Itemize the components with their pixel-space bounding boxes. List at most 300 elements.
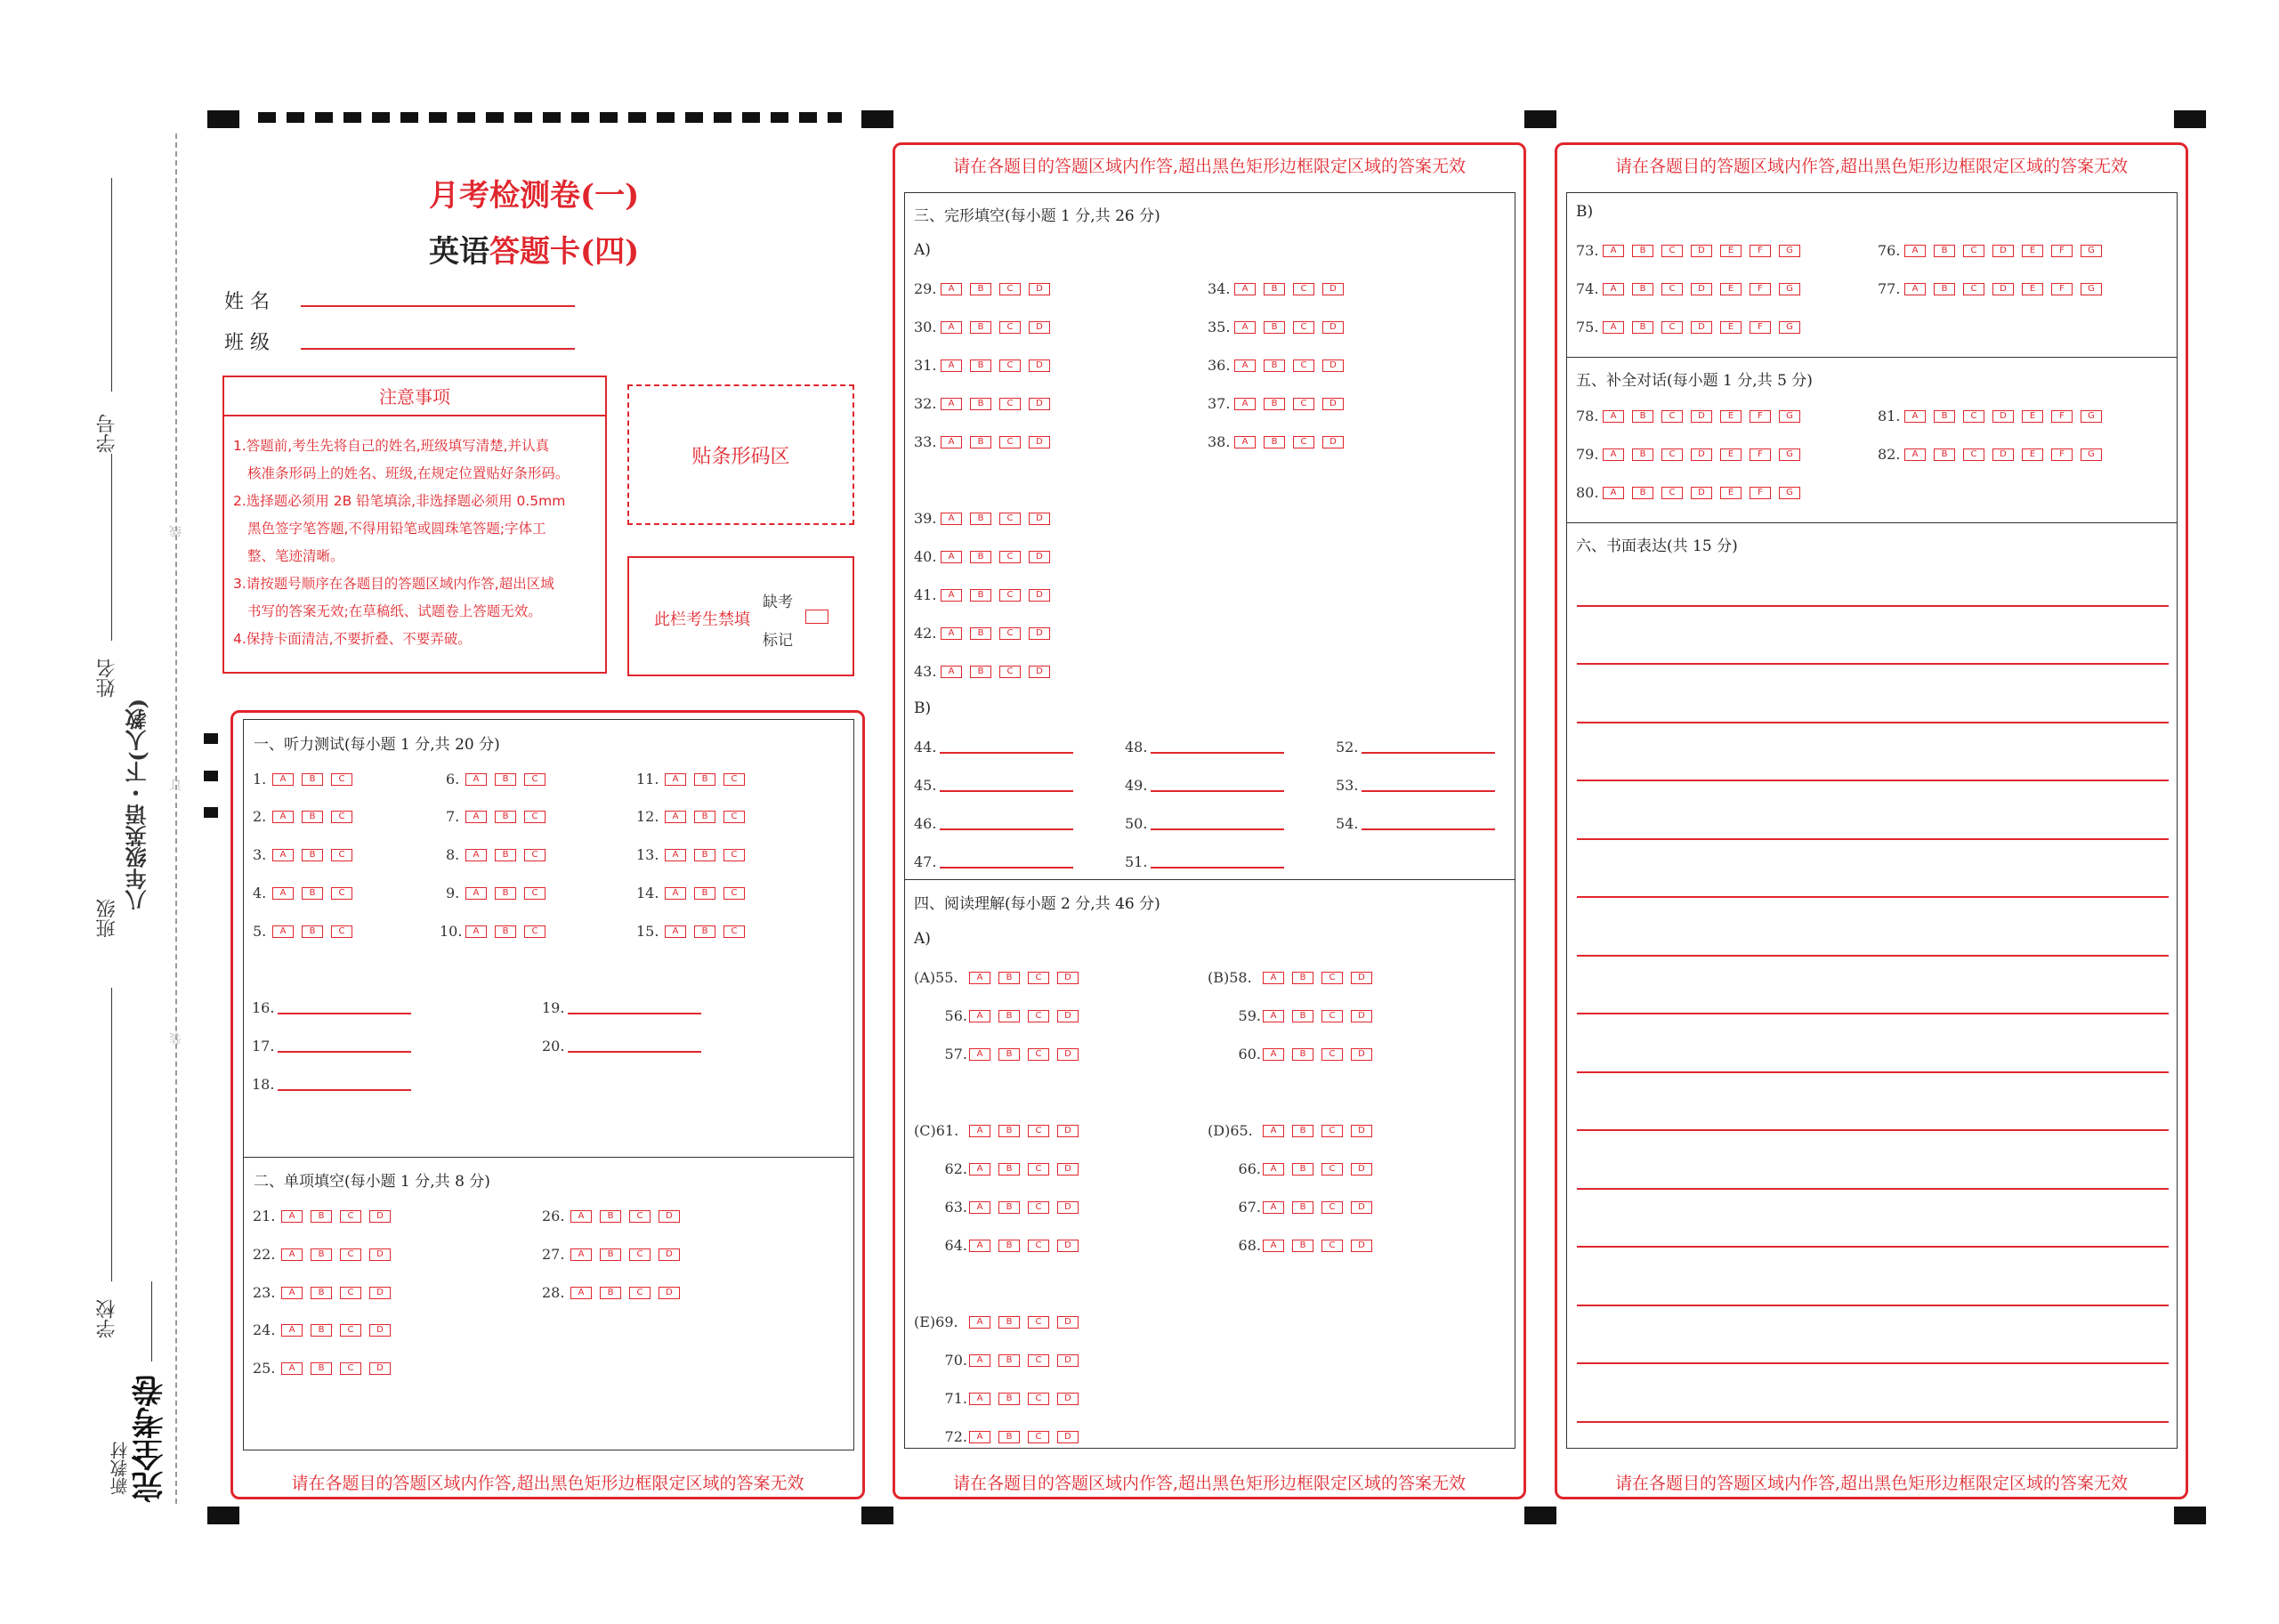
option-c[interactable]: C: [524, 887, 546, 900]
option-a[interactable]: A: [1904, 410, 1926, 423]
option-g[interactable]: G: [1779, 283, 1800, 295]
option-a[interactable]: A: [1263, 1201, 1284, 1214]
option-a[interactable]: A: [1603, 283, 1624, 295]
option-c[interactable]: C: [340, 1210, 361, 1223]
option-c[interactable]: C: [1321, 1163, 1343, 1176]
option-c[interactable]: C: [524, 773, 546, 786]
option-b[interactable]: B: [1292, 1010, 1313, 1022]
option-b[interactable]: B: [998, 1431, 1020, 1443]
option-b[interactable]: B: [302, 925, 323, 938]
option-c[interactable]: C: [999, 360, 1021, 372]
answer-blank[interactable]: [940, 856, 1073, 869]
option-b[interactable]: B: [1292, 1163, 1313, 1176]
option-a[interactable]: A: [281, 1210, 303, 1223]
option-e[interactable]: E: [2022, 448, 2043, 461]
option-d[interactable]: D: [1057, 1354, 1079, 1367]
option-b[interactable]: B: [1934, 245, 1955, 257]
option-c[interactable]: C: [340, 1362, 361, 1375]
option-b[interactable]: B: [970, 666, 991, 678]
option-b[interactable]: B: [970, 551, 991, 563]
option-c[interactable]: C: [1321, 1010, 1343, 1022]
option-b[interactable]: B: [970, 627, 991, 640]
option-f[interactable]: F: [2051, 245, 2073, 257]
option-d[interactable]: D: [369, 1362, 391, 1375]
option-a[interactable]: A: [1603, 448, 1624, 461]
option-c[interactable]: C: [331, 849, 352, 861]
option-c[interactable]: C: [1293, 436, 1314, 448]
option-b[interactable]: B: [694, 849, 715, 861]
class-line[interactable]: [301, 348, 575, 350]
option-b[interactable]: B: [1934, 283, 1955, 295]
option-a[interactable]: A: [272, 811, 294, 823]
option-b[interactable]: B: [694, 925, 715, 938]
option-f[interactable]: F: [1750, 410, 1771, 423]
option-f[interactable]: F: [1750, 487, 1771, 499]
option-b[interactable]: B: [970, 321, 991, 334]
option-a[interactable]: A: [272, 887, 294, 900]
option-a[interactable]: A: [969, 972, 990, 984]
option-d[interactable]: D: [1029, 398, 1050, 410]
option-e[interactable]: E: [2022, 410, 2043, 423]
option-a[interactable]: A: [272, 925, 294, 938]
option-b[interactable]: B: [495, 811, 516, 823]
option-c[interactable]: C: [331, 773, 352, 786]
option-b[interactable]: B: [998, 1048, 1020, 1061]
blank-row: [542, 1038, 701, 1054]
option-d[interactable]: D: [1992, 448, 2014, 461]
option-c[interactable]: C: [1028, 1163, 1049, 1176]
option-c[interactable]: C: [1293, 360, 1314, 372]
answer-blank[interactable]: [940, 780, 1073, 792]
option-a[interactable]: A: [1603, 410, 1624, 423]
option-e[interactable]: E: [1720, 448, 1742, 461]
option-d[interactable]: D: [1057, 1431, 1079, 1443]
option-a[interactable]: A: [941, 627, 962, 640]
option-b[interactable]: B: [694, 773, 715, 786]
option-c[interactable]: C: [524, 811, 546, 823]
option-c[interactable]: C: [331, 811, 352, 823]
option-a[interactable]: A: [1263, 1240, 1284, 1252]
option-c[interactable]: C: [331, 887, 352, 900]
option-c[interactable]: C: [1293, 283, 1314, 295]
option-c[interactable]: C: [1661, 448, 1683, 461]
option-d[interactable]: D: [1029, 551, 1050, 563]
option-f[interactable]: F: [2051, 410, 2073, 423]
option-b[interactable]: B: [311, 1362, 332, 1375]
option-a[interactable]: A: [1263, 1048, 1284, 1061]
option-a[interactable]: A: [1263, 1125, 1284, 1137]
option-c[interactable]: C: [1321, 1201, 1343, 1214]
answer-blank[interactable]: [1151, 856, 1284, 869]
option-d[interactable]: D: [1322, 436, 1344, 448]
option-a[interactable]: A: [969, 1048, 990, 1061]
option-a[interactable]: A: [969, 1163, 990, 1176]
option-a[interactable]: A: [272, 849, 294, 861]
option-b[interactable]: B: [302, 849, 323, 861]
option-a[interactable]: A: [969, 1316, 990, 1329]
option-d[interactable]: D: [369, 1248, 391, 1261]
option-d[interactable]: D: [369, 1210, 391, 1223]
answer-blank[interactable]: [568, 1002, 701, 1014]
option-d[interactable]: D: [1057, 1010, 1079, 1022]
option-b[interactable]: B: [1632, 283, 1653, 295]
option-c[interactable]: C: [1293, 321, 1314, 334]
option-d[interactable]: D: [1029, 321, 1050, 334]
option-e[interactable]: E: [1720, 321, 1742, 334]
option-d[interactable]: D: [1029, 589, 1050, 602]
option-b[interactable]: B: [1934, 448, 1955, 461]
option-b[interactable]: B: [1292, 1125, 1313, 1137]
option-a[interactable]: A: [281, 1362, 303, 1375]
option-c[interactable]: C: [999, 283, 1021, 295]
option-c[interactable]: C: [340, 1248, 361, 1261]
option-c[interactable]: C: [629, 1210, 651, 1223]
option-d[interactable]: D: [1691, 448, 1712, 461]
question-row: [914, 663, 1058, 680]
option-g[interactable]: G: [2081, 245, 2102, 257]
option-c[interactable]: C: [999, 627, 1021, 640]
option-a[interactable]: A: [941, 666, 962, 678]
option-a[interactable]: A: [281, 1287, 303, 1299]
option-b[interactable]: B: [998, 1240, 1020, 1252]
option-a[interactable]: A: [665, 887, 686, 900]
option-g[interactable]: G: [1779, 487, 1800, 499]
option-c[interactable]: C: [1028, 1316, 1049, 1329]
option-a[interactable]: A: [969, 1393, 990, 1405]
option-f[interactable]: F: [1750, 448, 1771, 461]
option-a[interactable]: A: [570, 1210, 592, 1223]
option-a[interactable]: A: [941, 283, 962, 295]
option-a[interactable]: A: [941, 321, 962, 334]
option-b[interactable]: B: [998, 1393, 1020, 1405]
option-g[interactable]: G: [2081, 410, 2102, 423]
option-c[interactable]: C: [1321, 1125, 1343, 1137]
option-c[interactable]: C: [1028, 1125, 1049, 1137]
option-a[interactable]: A: [969, 1354, 990, 1367]
option-d[interactable]: D: [1351, 972, 1372, 984]
option-b[interactable]: B: [600, 1248, 621, 1261]
answer-blank[interactable]: [940, 741, 1073, 754]
option-g[interactable]: G: [1779, 245, 1800, 257]
answer-blank[interactable]: [1151, 741, 1284, 754]
option-b[interactable]: B: [998, 1163, 1020, 1176]
option-b[interactable]: B: [998, 972, 1020, 984]
answer-blank[interactable]: [568, 1040, 701, 1053]
option-a[interactable]: A: [665, 849, 686, 861]
option-c[interactable]: C: [723, 849, 745, 861]
option-b[interactable]: B: [1264, 360, 1285, 372]
option-b[interactable]: B: [1934, 410, 1955, 423]
option-a[interactable]: A: [465, 887, 487, 900]
option-c[interactable]: C: [1028, 1201, 1049, 1214]
answer-blank[interactable]: [940, 818, 1073, 830]
option-d[interactable]: D: [369, 1287, 391, 1299]
option-a[interactable]: A: [281, 1324, 303, 1337]
option-c[interactable]: C: [340, 1324, 361, 1337]
option-c[interactable]: C: [723, 811, 745, 823]
option-a[interactable]: A: [1234, 360, 1256, 372]
option-b[interactable]: B: [311, 1210, 332, 1223]
option-b[interactable]: B: [311, 1324, 332, 1337]
option-a[interactable]: A: [1234, 321, 1256, 334]
option-f[interactable]: F: [1750, 245, 1771, 257]
option-d[interactable]: D: [1351, 1201, 1372, 1214]
option-a[interactable]: A: [941, 436, 962, 448]
option-d[interactable]: D: [1057, 1048, 1079, 1061]
option-d[interactable]: D: [1691, 245, 1712, 257]
option-c[interactable]: C: [723, 773, 745, 786]
option-d[interactable]: D: [1029, 283, 1050, 295]
option-c[interactable]: C: [1963, 448, 1984, 461]
option-c[interactable]: C: [1028, 1431, 1049, 1443]
option-b[interactable]: B: [694, 811, 715, 823]
option-c[interactable]: C: [1963, 410, 1984, 423]
option-b[interactable]: B: [1292, 1201, 1313, 1214]
option-c[interactable]: C: [1028, 1240, 1049, 1252]
option-c[interactable]: C: [1028, 1010, 1049, 1022]
option-a[interactable]: A: [1263, 1010, 1284, 1022]
answer-blank[interactable]: [1362, 818, 1495, 830]
option-a[interactable]: A: [665, 773, 686, 786]
option-g[interactable]: G: [1779, 448, 1800, 461]
option-c[interactable]: C: [629, 1287, 651, 1299]
option-d[interactable]: D: [1057, 972, 1079, 984]
option-c[interactable]: C: [1661, 487, 1683, 499]
option-b[interactable]: B: [1264, 398, 1285, 410]
option-b[interactable]: B: [495, 887, 516, 900]
answer-blank[interactable]: [278, 1040, 411, 1053]
option-b[interactable]: B: [311, 1287, 332, 1299]
option-d[interactable]: D: [1351, 1125, 1372, 1137]
option-f[interactable]: F: [2051, 448, 2073, 461]
option-d[interactable]: D: [1057, 1393, 1079, 1405]
answer-blank[interactable]: [1362, 780, 1495, 792]
option-e[interactable]: E: [1720, 283, 1742, 295]
option-c[interactable]: C: [999, 666, 1021, 678]
option-b[interactable]: B: [998, 1125, 1020, 1137]
option-c[interactable]: C: [723, 925, 745, 938]
option-a[interactable]: A: [941, 398, 962, 410]
option-b[interactable]: B: [1632, 245, 1653, 257]
option-a[interactable]: A: [1904, 283, 1926, 295]
option-a[interactable]: A: [941, 551, 962, 563]
option-c[interactable]: C: [1293, 398, 1314, 410]
option-b[interactable]: B: [970, 589, 991, 602]
option-c[interactable]: C: [1661, 245, 1683, 257]
absent-checkbox[interactable]: [805, 610, 828, 624]
option-b[interactable]: B: [495, 773, 516, 786]
option-b[interactable]: B: [998, 1010, 1020, 1022]
option-e[interactable]: E: [1720, 487, 1742, 499]
option-f[interactable]: F: [1750, 321, 1771, 334]
option-b[interactable]: B: [495, 925, 516, 938]
option-b[interactable]: B: [311, 1248, 332, 1261]
option-a[interactable]: A: [465, 773, 487, 786]
option-d[interactable]: D: [1351, 1240, 1372, 1252]
option-b[interactable]: B: [998, 1316, 1020, 1329]
option-b[interactable]: B: [302, 887, 323, 900]
option-d[interactable]: D: [1322, 283, 1344, 295]
option-c[interactable]: C: [1661, 321, 1683, 334]
option-a[interactable]: A: [465, 811, 487, 823]
option-d[interactable]: D: [1691, 321, 1712, 334]
option-b[interactable]: B: [1264, 283, 1285, 295]
option-b[interactable]: B: [1632, 448, 1653, 461]
option-e[interactable]: E: [2022, 283, 2043, 295]
option-a[interactable]: A: [1234, 436, 1256, 448]
option-b[interactable]: B: [600, 1287, 621, 1299]
option-c[interactable]: C: [999, 436, 1021, 448]
option-c[interactable]: C: [1661, 283, 1683, 295]
option-g[interactable]: G: [2081, 283, 2102, 295]
option-d[interactable]: D: [1057, 1201, 1079, 1214]
option-d[interactable]: D: [1322, 398, 1344, 410]
option-a[interactable]: A: [465, 849, 487, 861]
option-a[interactable]: A: [941, 589, 962, 602]
option-d[interactable]: D: [1691, 487, 1712, 499]
option-c[interactable]: C: [1028, 1048, 1049, 1061]
option-b[interactable]: B: [970, 398, 991, 410]
option-a[interactable]: A: [570, 1287, 592, 1299]
option-a[interactable]: A: [1603, 245, 1624, 257]
option-b[interactable]: B: [1264, 436, 1285, 448]
option-c[interactable]: C: [999, 589, 1021, 602]
option-d[interactable]: D: [1691, 410, 1712, 423]
option-d[interactable]: D: [1322, 360, 1344, 372]
option-c[interactable]: C: [524, 925, 546, 938]
option-a[interactable]: A: [1234, 283, 1256, 295]
option-b[interactable]: B: [1292, 1048, 1313, 1061]
option-e[interactable]: E: [1720, 245, 1742, 257]
option-c[interactable]: C: [1321, 1048, 1343, 1061]
answer-blank[interactable]: [1362, 741, 1495, 754]
option-a[interactable]: A: [941, 513, 962, 525]
option-d[interactable]: D: [1029, 627, 1050, 640]
option-c[interactable]: C: [723, 887, 745, 900]
name-line[interactable]: [301, 305, 575, 307]
option-d[interactable]: D: [1029, 513, 1050, 525]
option-b[interactable]: B: [495, 849, 516, 861]
option-a[interactable]: A: [1603, 321, 1624, 334]
option-c[interactable]: C: [331, 925, 352, 938]
option-b[interactable]: B: [1292, 972, 1313, 984]
option-c[interactable]: C: [999, 398, 1021, 410]
option-c[interactable]: C: [340, 1287, 361, 1299]
option-d[interactable]: D: [369, 1324, 391, 1337]
option-a[interactable]: A: [969, 1125, 990, 1137]
option-d[interactable]: D: [1029, 436, 1050, 448]
option-c[interactable]: C: [1963, 245, 1984, 257]
option-c[interactable]: C: [1321, 972, 1343, 984]
option-a[interactable]: A: [941, 360, 962, 372]
option-a[interactable]: A: [1603, 487, 1624, 499]
answer-blank[interactable]: [278, 1079, 411, 1091]
option-d[interactable]: D: [1992, 283, 2014, 295]
option-d[interactable]: D: [1029, 360, 1050, 372]
option-b[interactable]: B: [970, 436, 991, 448]
option-c[interactable]: C: [524, 849, 546, 861]
option-b[interactable]: B: [694, 887, 715, 900]
option-c[interactable]: C: [1028, 1393, 1049, 1405]
option-c[interactable]: C: [1028, 1354, 1049, 1367]
option-d[interactable]: D: [1351, 1163, 1372, 1176]
option-d[interactable]: D: [1992, 410, 2014, 423]
option-c[interactable]: C: [1661, 410, 1683, 423]
option-a[interactable]: A: [1234, 398, 1256, 410]
option-d[interactable]: D: [1057, 1316, 1079, 1329]
option-b[interactable]: B: [1632, 410, 1653, 423]
option-d[interactable]: D: [1992, 245, 2014, 257]
option-a[interactable]: A: [1263, 1163, 1284, 1176]
option-d[interactable]: D: [1057, 1240, 1079, 1252]
option-d[interactable]: D: [1057, 1163, 1079, 1176]
option-a[interactable]: A: [1904, 245, 1926, 257]
option-c[interactable]: C: [999, 513, 1021, 525]
option-d[interactable]: D: [1057, 1125, 1079, 1137]
option-c[interactable]: C: [1321, 1240, 1343, 1252]
option-b[interactable]: B: [600, 1210, 621, 1223]
option-a[interactable]: A: [1904, 448, 1926, 461]
option-a[interactable]: A: [969, 1201, 990, 1214]
option-f[interactable]: F: [2051, 283, 2073, 295]
option-b[interactable]: B: [970, 283, 991, 295]
option-b[interactable]: B: [302, 811, 323, 823]
option-d[interactable]: D: [1351, 1010, 1372, 1022]
option-c[interactable]: C: [999, 321, 1021, 334]
option-b[interactable]: B: [1632, 487, 1653, 499]
option-b[interactable]: B: [1292, 1240, 1313, 1252]
option-e[interactable]: E: [1720, 410, 1742, 423]
option-c[interactable]: C: [1963, 283, 1984, 295]
option-d[interactable]: D: [659, 1210, 680, 1223]
option-c[interactable]: C: [999, 551, 1021, 563]
option-b[interactable]: B: [1632, 321, 1653, 334]
option-g[interactable]: G: [1779, 321, 1800, 334]
option-a[interactable]: A: [465, 925, 487, 938]
option-f[interactable]: F: [1750, 283, 1771, 295]
option-a[interactable]: A: [969, 1240, 990, 1252]
option-a[interactable]: A: [570, 1248, 592, 1261]
option-d[interactable]: D: [1691, 283, 1712, 295]
option-b[interactable]: B: [1264, 321, 1285, 334]
option-a[interactable]: A: [969, 1010, 990, 1022]
option-b[interactable]: B: [970, 513, 991, 525]
option-d[interactable]: D: [1322, 321, 1344, 334]
answer-blank[interactable]: [1151, 818, 1284, 830]
option-b[interactable]: B: [970, 360, 991, 372]
answer-blank[interactable]: [1151, 780, 1284, 792]
option-b[interactable]: B: [998, 1354, 1020, 1367]
answer-blank[interactable]: [278, 1002, 411, 1014]
option-g[interactable]: G: [2081, 448, 2102, 461]
option-g[interactable]: G: [1779, 410, 1800, 423]
option-d[interactable]: D: [1351, 1048, 1372, 1061]
option-a[interactable]: A: [281, 1248, 303, 1261]
option-d[interactable]: D: [1029, 666, 1050, 678]
option-b[interactable]: B: [998, 1201, 1020, 1214]
option-a[interactable]: A: [272, 773, 294, 786]
option-a[interactable]: A: [665, 925, 686, 938]
option-e[interactable]: E: [2022, 245, 2043, 257]
option-a[interactable]: A: [969, 1431, 990, 1443]
option-b[interactable]: B: [302, 773, 323, 786]
option-d[interactable]: D: [659, 1248, 680, 1261]
option-a[interactable]: A: [1263, 972, 1284, 984]
option-a[interactable]: A: [665, 811, 686, 823]
option-c[interactable]: C: [1028, 972, 1049, 984]
option-c[interactable]: C: [629, 1248, 651, 1261]
option-d[interactable]: D: [659, 1287, 680, 1299]
